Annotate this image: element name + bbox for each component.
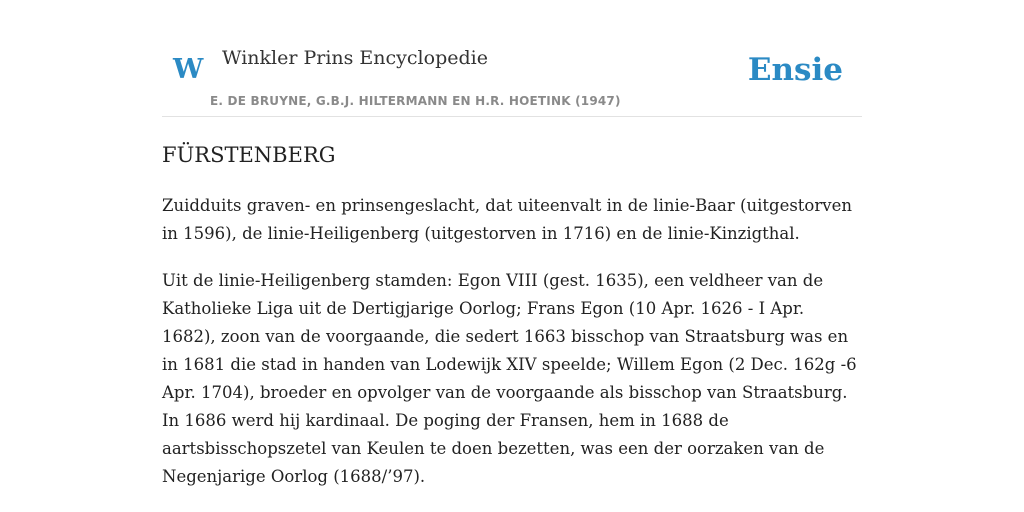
entry-title: FÜRSTENBERG <box>162 143 336 167</box>
page <box>162 0 862 512</box>
book-title[interactable]: Winkler Prins Encyclopedie <box>222 47 488 69</box>
entry-body <box>162 192 862 510</box>
book-authors: E. DE BRUYNE, G.B.J. HILTERMANN EN H.R. HOETINK (1947) <box>210 94 621 108</box>
encyclopedia-logo[interactable]: W <box>173 54 204 85</box>
header <box>162 0 862 117</box>
ensie-logo-link[interactable]: Ensie <box>747 52 843 88</box>
entry-paragraph: Uit de linie-Heiligenberg stamden: Egon VIII (gest. 1635), een veldheer van de Katholieke Liga uit de Dertigjarige Oorlog; Frans Egon (10 Apr. 1626 - I Apr. 1682), zoon van de voorgaande, die sedert 1663 bisschop van Straatsburg was en in 1681 die stad in handen van Lodewijk XIV speelde; Willem Egon (2 Dec. 162g -6 Apr. 1704), broeder en opvolger van de voorgaande als bisschop van Straatsburg. In 1686 werd hij kardinaal. De poging der Fransen, hem in 1688 de aartsbisschopszetel van Keulen te doen bezetten, was een der oorzaken van de Negenjarige Oorlog (1688/’97). <box>162 271 857 486</box>
entry-paragraph: Zuidduits graven- en prinsengeslacht, dat uiteenvalt in de linie-Baar (uitgestorven in 1596), de linie-Heiligenberg (uitgestorven in 1716) en de linie-Kinzigthal. <box>162 196 852 243</box>
